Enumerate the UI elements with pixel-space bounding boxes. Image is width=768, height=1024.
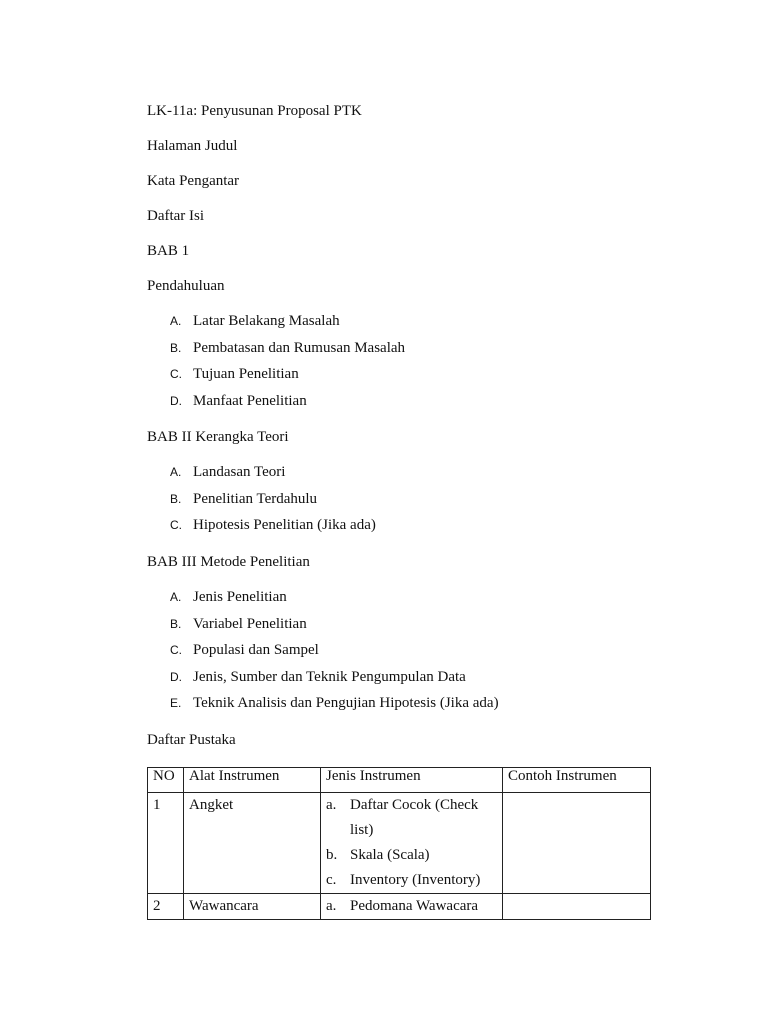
section-daftar-pustaka: Daftar Pustaka xyxy=(147,732,236,748)
list-item xyxy=(170,516,376,534)
list-text: Tujuan Penelitian xyxy=(193,366,299,382)
list-text: Variabel Penelitian xyxy=(193,616,307,632)
table-row xyxy=(148,894,651,920)
table-header-contoh: Contoh Instrumen xyxy=(503,768,651,793)
jenis-item xyxy=(326,894,497,919)
jenis-marker: c. xyxy=(326,872,337,888)
list-text: Landasan Teori xyxy=(193,464,286,480)
list-marker: D. xyxy=(170,670,182,684)
jenis-marker: a. xyxy=(326,797,337,813)
table-row xyxy=(148,793,651,894)
instrument-table xyxy=(147,767,651,920)
section-halaman-judul: Halaman Judul xyxy=(147,138,238,154)
table-cell-jenis xyxy=(321,894,503,920)
list-marker: C. xyxy=(170,643,182,657)
list-text: Hipotesis Penelitian (Jika ada) xyxy=(193,517,376,533)
list-text: Penelitian Terdahulu xyxy=(193,491,318,507)
jenis-marker: a. xyxy=(326,898,337,914)
list-text: Latar Belakang Masalah xyxy=(193,313,340,329)
jenis-marker: b. xyxy=(326,847,338,863)
jenis-text: Daftar Cocok (Check list) xyxy=(350,797,479,838)
list-text: Populasi dan Sampel xyxy=(193,642,319,658)
table-header-no: NO xyxy=(148,768,184,793)
jenis-text: Skala (Scala) xyxy=(350,847,430,863)
table-header-row xyxy=(148,768,651,793)
list-marker: B. xyxy=(170,341,182,355)
list-text: Jenis, Sumber dan Teknik Pengumpulan Data xyxy=(193,669,466,685)
list-marker: A. xyxy=(170,314,182,328)
table-cell-no: 2 xyxy=(148,894,184,920)
list-item xyxy=(170,588,287,606)
list-item xyxy=(170,641,319,659)
list-text: Teknik Analisis dan Pengujian Hipotesis (Jika ada) xyxy=(193,695,499,711)
list-item xyxy=(170,339,405,357)
table-header-jenis: Jenis Instrumen xyxy=(321,768,503,793)
list-marker: C. xyxy=(170,518,182,532)
jenis-item xyxy=(326,843,497,868)
jenis-item xyxy=(326,868,497,893)
section-kata-pengantar: Kata Pengantar xyxy=(147,173,240,189)
list-item xyxy=(170,365,299,383)
list-item xyxy=(170,668,466,686)
bab1-heading: BAB 1 xyxy=(147,243,190,259)
list-item xyxy=(170,490,317,508)
list-item xyxy=(170,463,285,481)
table-cell-no: 1 xyxy=(148,793,184,894)
list-text: Jenis Penelitian xyxy=(193,589,287,605)
document-title: LK-11a: Penyusunan Proposal PTK xyxy=(147,103,362,119)
table-cell-contoh xyxy=(503,894,651,920)
list-item xyxy=(170,312,340,330)
jenis-text: Pedomana Wawacara xyxy=(350,898,479,914)
jenis-item xyxy=(326,793,497,843)
list-marker: D. xyxy=(170,394,182,408)
list-item xyxy=(170,694,499,712)
list-text: Manfaat Penelitian xyxy=(193,393,307,409)
table-cell-alat: Angket xyxy=(184,793,321,894)
list-marker: B. xyxy=(170,492,182,506)
table-cell-jenis xyxy=(321,793,503,894)
list-marker: E. xyxy=(170,696,182,710)
list-item xyxy=(170,392,307,410)
list-item xyxy=(170,615,307,633)
bab1-subheading: Pendahuluan xyxy=(147,278,225,294)
table-cell-alat: Wawancara xyxy=(184,894,321,920)
table-cell-contoh xyxy=(503,793,651,894)
list-marker: A. xyxy=(170,590,182,604)
bab2-heading: BAB II Kerangka Teori xyxy=(147,429,289,445)
list-text: Pembatasan dan Rumusan Masalah xyxy=(193,340,406,356)
section-daftar-isi: Daftar Isi xyxy=(147,208,205,224)
table-header-alat: Alat Instrumen xyxy=(184,768,321,793)
bab3-heading: BAB III Metode Penelitian xyxy=(147,554,310,570)
list-marker: B. xyxy=(170,617,182,631)
list-marker: A. xyxy=(170,465,182,479)
list-marker: C. xyxy=(170,367,182,381)
jenis-text: Inventory (Inventory) xyxy=(350,872,481,888)
